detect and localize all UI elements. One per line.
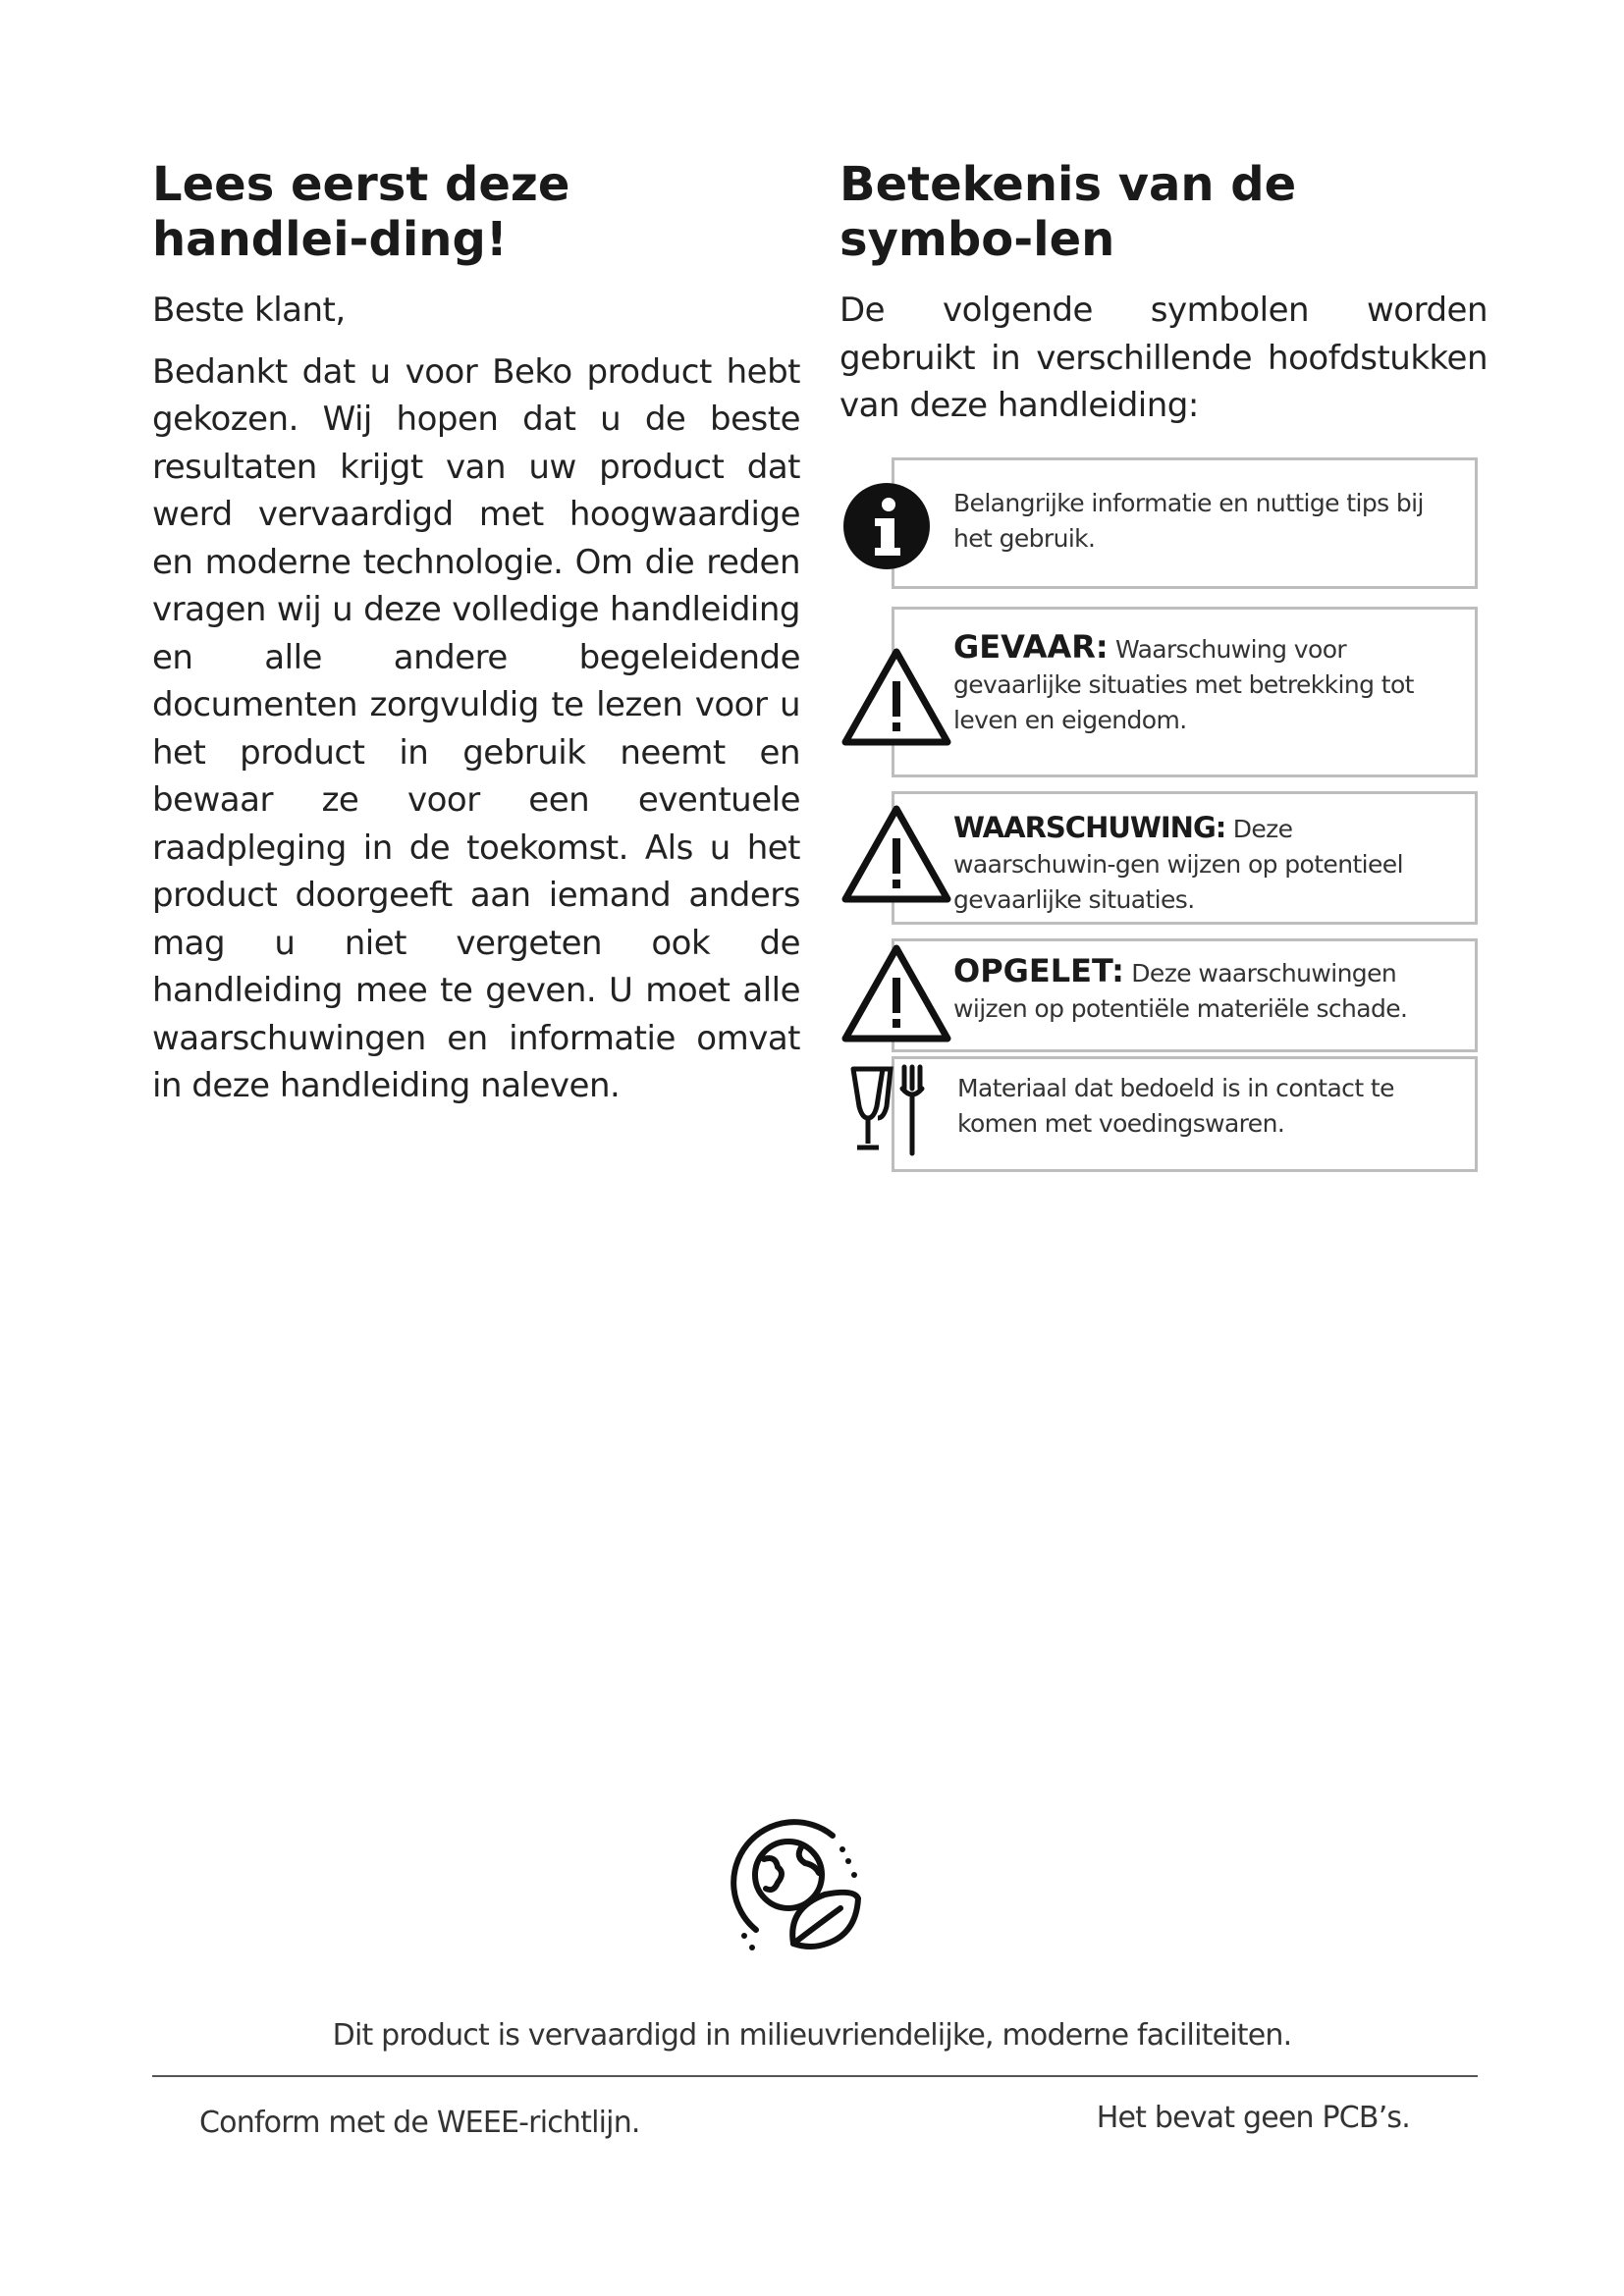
symbol-row-opgelet: [839, 938, 1478, 1052]
symbol-box: [892, 457, 1478, 589]
symbol-text: Waarschuwing voor gevaarlijke situaties met betrekking tot leven en eigendom.: [953, 635, 1414, 734]
symbol-box: [892, 1056, 1478, 1172]
food-contact-icon: [845, 1056, 944, 1164]
weee-statement: Conform met de WEEE-richtlijn.: [199, 2106, 640, 2140]
symbol-label: WAARSCHUWING:: [953, 811, 1226, 844]
intro-paragraph: Bedankt dat u voor Beko product hebt gekozen. Wij hopen dat u de beste resultaten krijgt van uw product dat werd vervaardigd met hoogwaardige en moderne technologie. Om die reden vragen wij u deze volledige handleiding en alle andere begeleidende documenten zorgvuldig te lezen voor u het product in gebruik neemt en bewaar ze voor een eventuele raadpleging in de toekomst. Als u het product doorgeeft aan iemand anders mag u niet vergeten ook de handleiding mee te geven. U moet alle waarschuwingen en informatie omvat in deze handleiding naleven.: [152, 351, 800, 1105]
symbol-text: Deze waarschuwin-gen wijzen op potentieel gevaarlijke situaties.: [953, 815, 1403, 914]
symbol-label: OPGELET:: [953, 952, 1124, 989]
eco-globe-leaf-icon: [717, 1814, 864, 1961]
eco-caption: Dit product is vervaardigd in milieuvriendelijke, moderne faciliteiten.: [332, 2018, 1292, 2053]
left-heading: Lees eerst deze handlei-ding!: [152, 157, 570, 267]
symbol-row-gevaar: [839, 607, 1478, 777]
warning-triangle-icon: [838, 638, 955, 756]
right-column: [839, 157, 1488, 444]
right-heading: Betekenis van de symbo-len: [839, 157, 1297, 267]
symbol-row-info: [839, 457, 1478, 589]
symbol-row-food: [839, 1056, 1478, 1172]
symbol-box: [892, 938, 1478, 1052]
warning-triangle-icon: [838, 934, 955, 1052]
symbol-box: [892, 607, 1478, 777]
left-column: [152, 157, 800, 1124]
symbols-intro: De volgende symbolen worden gebruikt in verschillende hoofdstukken van deze handleiding:: [839, 291, 1488, 425]
symbol-row-waarschuwing: [839, 791, 1478, 925]
symbol-text: Materiaal dat bedoeld is in contact te komen met voedingswaren.: [957, 1074, 1394, 1138]
symbol-text: Belangrijke informatie en nuttige tips bij het gebruik.: [953, 489, 1424, 553]
footer-divider: [152, 2075, 1478, 2077]
symbol-label: GEVAAR:: [953, 628, 1109, 666]
symbol-box: [892, 791, 1478, 925]
warning-triangle-icon: [838, 795, 955, 913]
greeting: Beste klant,: [152, 291, 346, 330]
info-icon: [838, 477, 936, 575]
pcb-statement: Het bevat geen PCB’s.: [1096, 2101, 1410, 2135]
symbol-text: Deze waarschuwingen wijzen op potentiële materiële schade.: [953, 959, 1408, 1023]
